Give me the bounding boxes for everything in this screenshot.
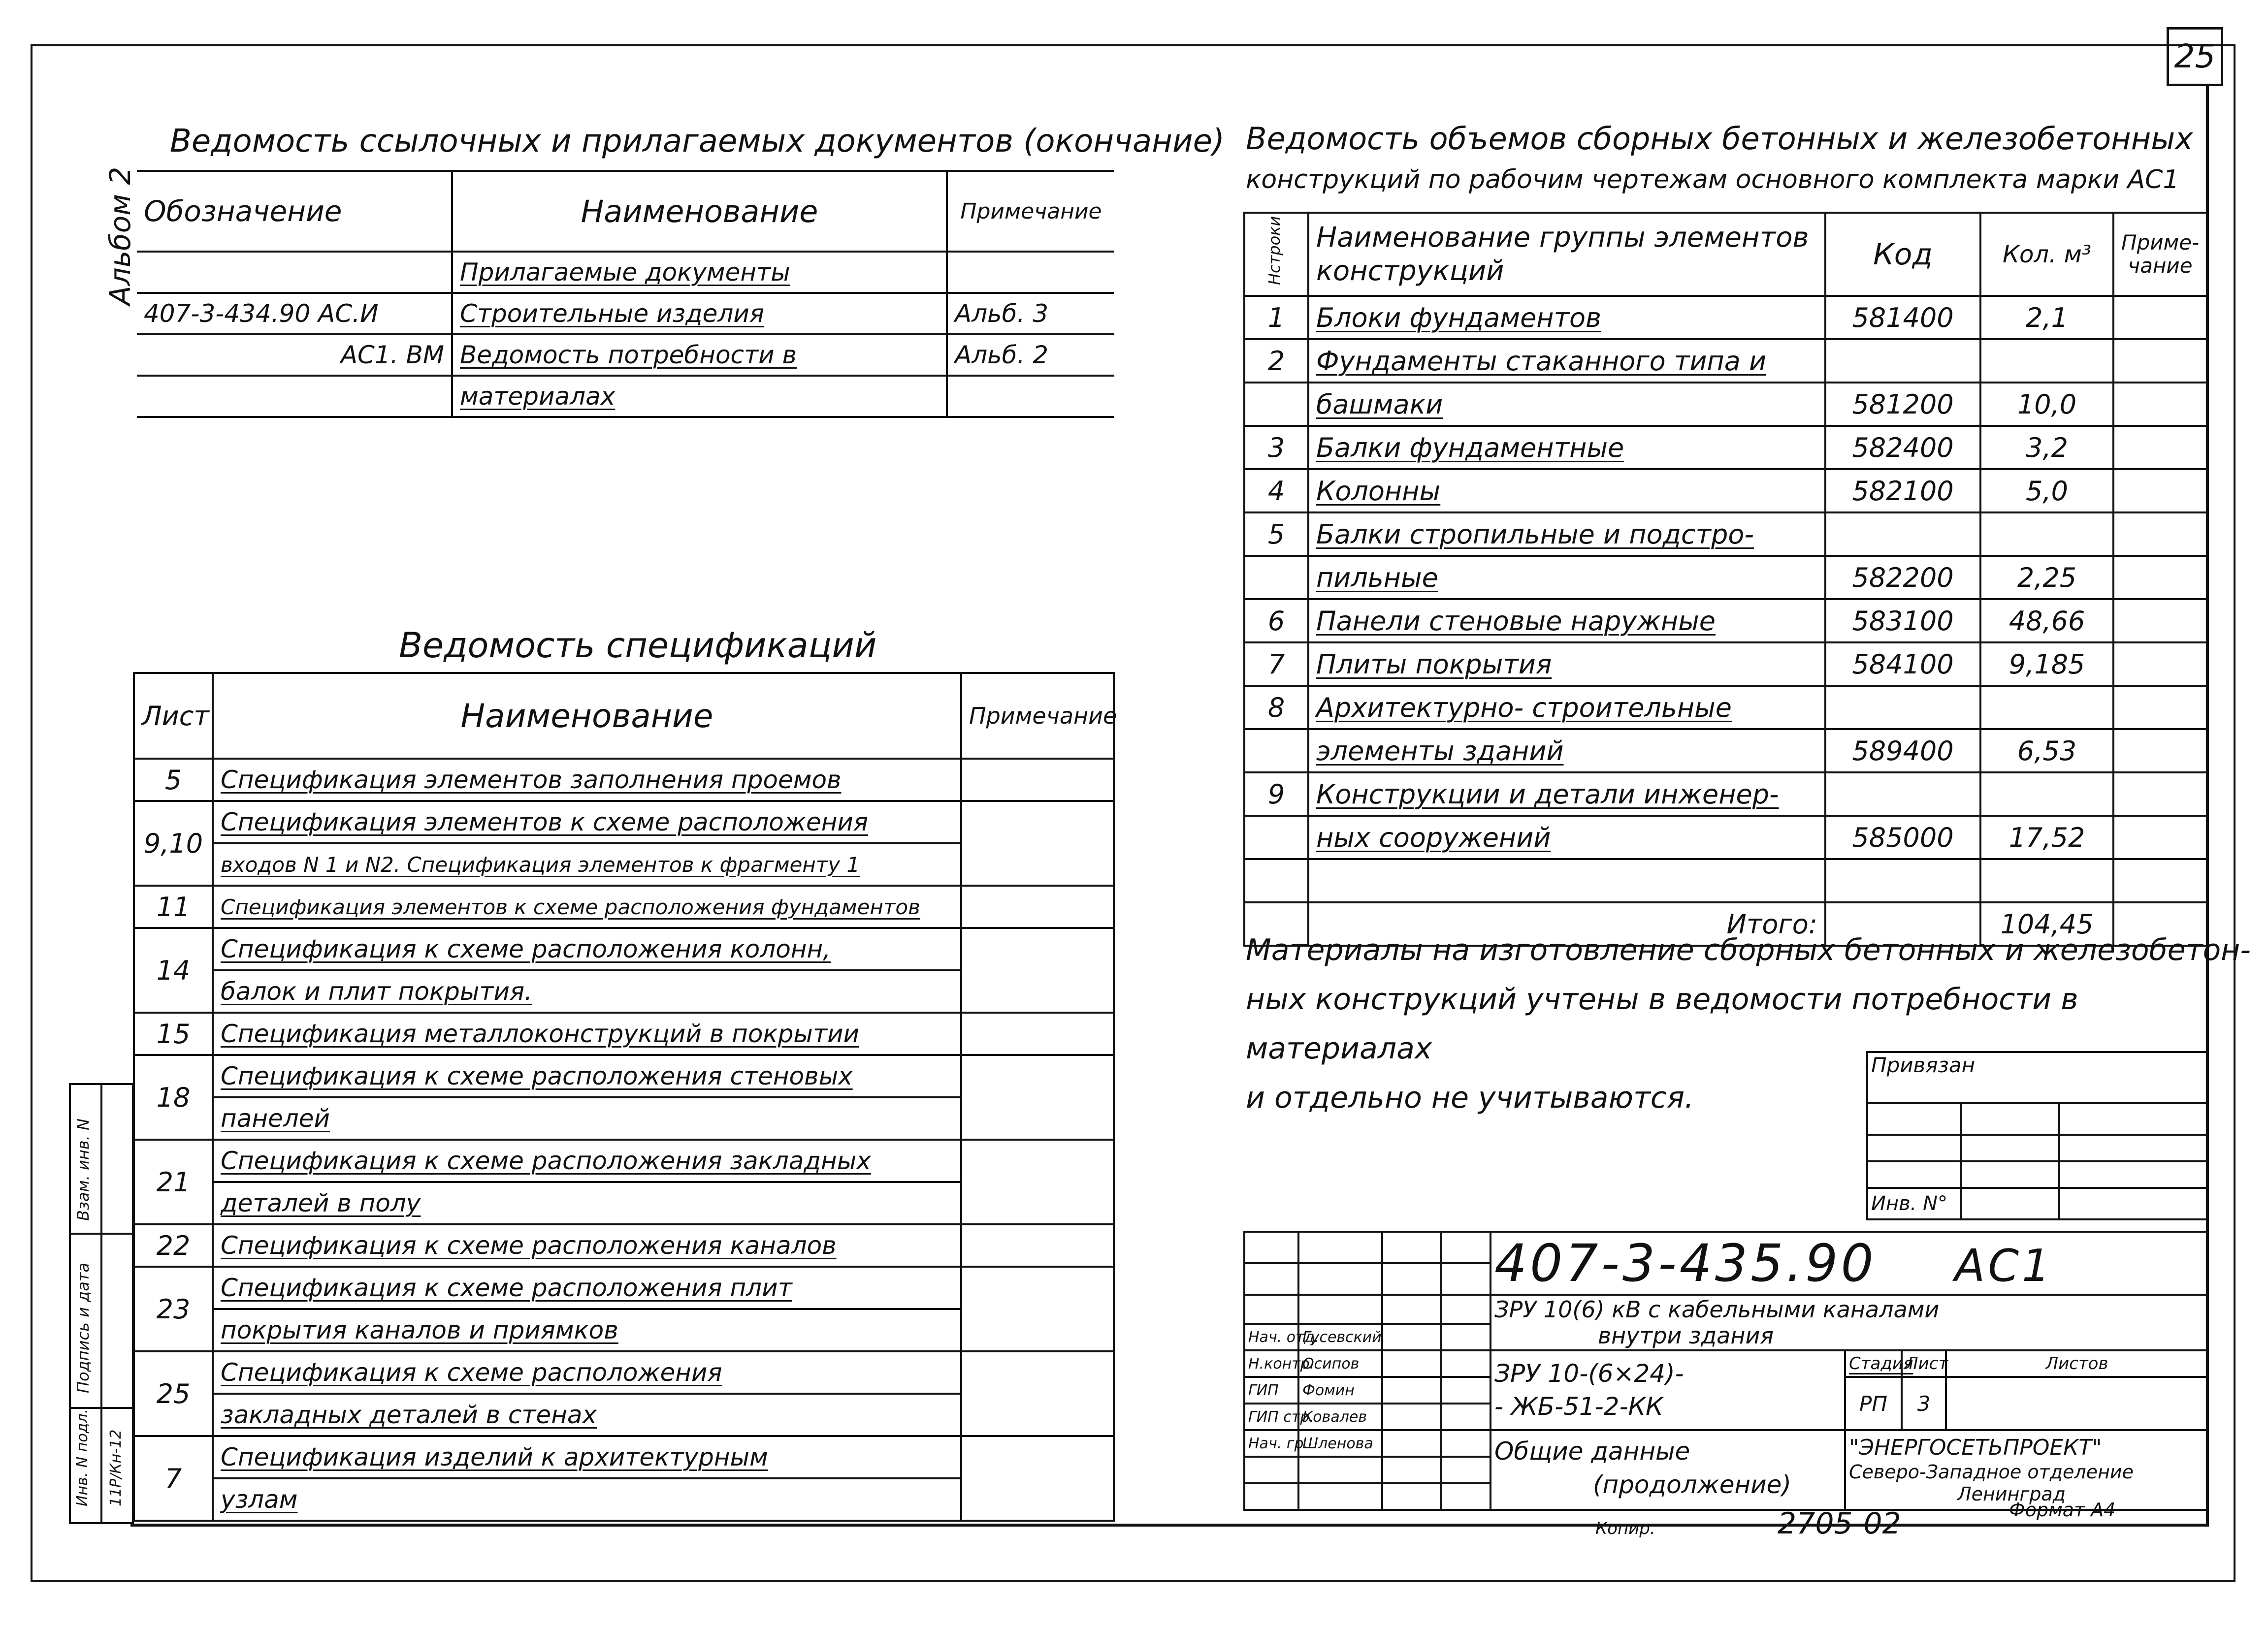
table-row	[134, 759, 1114, 801]
spec-name: Спецификация к схеме расположения каналов	[213, 1224, 961, 1267]
row-number	[1244, 729, 1308, 772]
person-name: Ковалев	[1298, 1404, 1382, 1430]
row-note	[2113, 556, 2207, 599]
section-title: Прилагаемые документы	[452, 252, 947, 293]
spec-note	[961, 928, 1114, 1013]
col-header-name: Наименование	[213, 673, 961, 759]
spec-name: Спецификация металлоконструкций в покрытии	[213, 1013, 961, 1055]
group-name: Конструкции и детали инженер-	[1308, 772, 1825, 816]
sheet-label: Лист	[1902, 1350, 1946, 1377]
row-number: 4	[1244, 469, 1308, 512]
sheet-number: 7	[134, 1436, 213, 1521]
person-name: Фомин	[1298, 1377, 1382, 1404]
product-line2: - ЖБ-51-2-КК	[1494, 1392, 1663, 1421]
table-row	[134, 886, 1114, 928]
table-row	[134, 1351, 1114, 1394]
spec-name: Спецификация к схеме расположения закладных	[213, 1140, 961, 1182]
side-label-replace: Взам. инв. N	[74, 1118, 93, 1221]
row-number	[1244, 816, 1308, 859]
spec-title: Ведомость спецификаций	[399, 625, 877, 666]
group-name: Балки стропильные и подстро-	[1308, 512, 1825, 556]
row-note	[2113, 383, 2207, 426]
group-name: ных сооружений	[1308, 816, 1825, 859]
element-code: 584100	[1825, 642, 1980, 686]
sheet-value: 3	[1902, 1377, 1946, 1430]
table-row	[134, 928, 1114, 970]
spec-name: Спецификация к схеме расположения	[213, 1351, 961, 1394]
volume-qty: 5,0	[1980, 469, 2113, 512]
row-number: 2	[1244, 339, 1308, 383]
doc-title-line2: (продолжение)	[1593, 1470, 1791, 1499]
element-code: 589400	[1825, 729, 1980, 772]
volume-qty: 2,1	[1980, 296, 2113, 339]
spec-name: закладных деталей в стенах	[213, 1394, 961, 1436]
row-note	[2113, 339, 2207, 383]
spec-name: панелей	[213, 1097, 961, 1140]
org-line1: "ЭНЕРГОСЕТЬПРОЕКТ"	[1849, 1435, 2102, 1460]
element-code	[1825, 859, 1980, 902]
element-code: 581400	[1825, 296, 1980, 339]
doc-note: Альб. 2	[947, 334, 1114, 376]
col-header-code: Код	[1825, 213, 1980, 296]
table-row	[137, 376, 1114, 417]
stage-value: РП	[1845, 1377, 1902, 1430]
row-number: 7	[1244, 642, 1308, 686]
row-note	[2113, 512, 2207, 556]
page-number-box	[2167, 27, 2223, 86]
spec-name: покрытия каналов и приямков	[213, 1309, 961, 1351]
table-row	[1244, 642, 2207, 686]
volume-qty: 2,25	[1980, 556, 2113, 599]
col-header-row-number: Нстроки	[1265, 216, 1284, 285]
spec-name: Спецификация элементов к схеме расположения фундаментов	[213, 886, 961, 928]
row-number: 3	[1244, 426, 1308, 469]
product-line1: ЗРУ 10-(6×24)-	[1494, 1359, 1684, 1388]
volume-qty: 10,0	[1980, 383, 2113, 426]
spec-note	[961, 1351, 1114, 1436]
spec-name: Спецификация к схеме расположения стеновых	[213, 1055, 961, 1097]
mark: АС1	[1954, 1240, 2053, 1292]
row-note	[2113, 599, 2207, 642]
element-code	[1825, 512, 1980, 556]
col-header-note: Приме-чание	[2113, 213, 2207, 296]
row-note	[2113, 686, 2207, 729]
volume-qty	[1980, 686, 2113, 729]
ref-docs-table	[137, 170, 1114, 418]
spec-note	[961, 1013, 1114, 1055]
volume-qty: 6,53	[1980, 729, 2113, 772]
sheet-number: 25	[134, 1351, 213, 1436]
row-note	[2113, 642, 2207, 686]
spec-note	[961, 1224, 1114, 1267]
group-name	[1308, 859, 1825, 902]
row-number: 1	[1244, 296, 1308, 339]
sheet-number: 15	[134, 1013, 213, 1055]
doc-note: Альб. 3	[947, 293, 1114, 334]
row-number: 8	[1244, 686, 1308, 729]
object-line1: ЗРУ 10(6) кВ с кабельными каналами	[1494, 1296, 1940, 1323]
table-row	[1244, 383, 2207, 426]
group-name: Балки фундаментные	[1308, 426, 1825, 469]
designation: 407-3-435.90	[1494, 1233, 1877, 1293]
col-header-note: Примечание	[961, 673, 1114, 759]
element-code: 585000	[1825, 816, 1980, 859]
volume-qty: 17,52	[1980, 816, 2113, 859]
table-row	[1244, 512, 2207, 556]
volume-qty: 9,185	[1980, 642, 2113, 686]
spec-name: входов N 1 и N2. Спецификация элементов к фрагменту 1	[213, 843, 961, 886]
doc-code	[137, 376, 452, 417]
table-row	[134, 801, 1114, 843]
group-name: элементы зданий	[1308, 729, 1825, 772]
spec-note	[961, 1267, 1114, 1351]
doc-note	[947, 376, 1114, 417]
org-line3: Ленинград	[1957, 1483, 2066, 1505]
volume-qty: 48,66	[1980, 599, 2113, 642]
table-row	[134, 1055, 1114, 1097]
sheet-number: 9,10	[134, 801, 213, 886]
element-code	[1825, 339, 1980, 383]
col-header-name: Наименование	[452, 171, 947, 252]
total-value: 104,45	[1980, 902, 2113, 946]
doc-title-line1: Общие данные	[1494, 1437, 1690, 1466]
volumes-table	[1243, 212, 2208, 947]
spec-name: узлам	[213, 1478, 961, 1521]
person-name: Осипов	[1298, 1350, 1382, 1377]
table-row	[1244, 816, 2207, 859]
side-inv-value: 11Р/Кн-12	[107, 1429, 125, 1506]
row-note	[2113, 859, 2207, 902]
volumes-title-line2: конструкций по рабочим чертежам основного комплекта марки АС1	[1246, 165, 2179, 194]
row-note	[2113, 469, 2207, 512]
table-row	[1244, 686, 2207, 729]
table-row	[1244, 772, 2207, 816]
volume-qty	[1980, 859, 2113, 902]
format-label: Формат А4	[2009, 1499, 2116, 1521]
element-code: 582200	[1825, 556, 1980, 599]
row-note	[2113, 729, 2207, 772]
binding-block	[1866, 1051, 2207, 1220]
spec-note	[961, 1436, 1114, 1521]
volumes-title-line1: Ведомость объемов сборных бетонных и железобетонных	[1246, 121, 2193, 157]
spec-name: Спецификация изделий к архитектурным	[213, 1436, 961, 1478]
element-code: 582400	[1825, 426, 1980, 469]
element-code: 581200	[1825, 383, 1980, 426]
spec-note	[961, 801, 1114, 886]
volume-qty	[1980, 339, 2113, 383]
doc-name: Ведомость потребности в	[452, 334, 947, 376]
sheets-label: Листов	[1946, 1350, 2207, 1377]
element-code: 583100	[1825, 599, 1980, 642]
col-header-group-name: Наименование группы элементов конструкций	[1308, 213, 1825, 296]
role: Н.контр.	[1244, 1350, 1298, 1377]
sheet-number: 21	[134, 1140, 213, 1224]
row-note	[2113, 296, 2207, 339]
table-row	[1244, 339, 2207, 383]
row-number	[1244, 383, 1308, 426]
table-row	[134, 1436, 1114, 1478]
table-row	[134, 1013, 1114, 1055]
side-label-inv: Инв. N подл.	[74, 1408, 91, 1506]
group-name: Архитектурно- строительные	[1308, 686, 1825, 729]
volume-qty: 3,2	[1980, 426, 2113, 469]
row-note	[2113, 426, 2207, 469]
sheet-number: 14	[134, 928, 213, 1013]
doc-code: 407-3-434.90 АС.И	[137, 293, 452, 334]
sheet-number: 11	[134, 886, 213, 928]
col-header-note: Примечание	[947, 171, 1114, 252]
doc-name: материалах	[452, 376, 947, 417]
row-note	[2113, 772, 2207, 816]
group-name: башмаки	[1308, 383, 1825, 426]
album-label: Альбом 2	[103, 166, 137, 305]
spec-name: Спецификация элементов заполнения проемов	[213, 759, 961, 801]
group-name: Фундаменты стаканного типа и	[1308, 339, 1825, 383]
ref-docs-title: Ведомость ссылочных и прилагаемых документов (окончание)	[170, 123, 1225, 160]
element-code	[1825, 772, 1980, 816]
materials-note: Материалы на изготовление сборных бетонных и железобетон- ных конструкций учтены в ведомости потребности в материалах и отдельно не учитываются.	[1246, 933, 2251, 1115]
spec-note	[961, 1140, 1114, 1224]
stage-label: Стадия	[1845, 1350, 1902, 1377]
row-number: 6	[1244, 599, 1308, 642]
total-label: Итого:	[1308, 902, 1825, 946]
spec-note	[961, 759, 1114, 801]
table-row	[1244, 426, 2207, 469]
row-number: 5	[1244, 512, 1308, 556]
table-row	[1244, 556, 2207, 599]
spec-name: деталей в полу	[213, 1182, 961, 1224]
doc-code: АС1. ВМ	[137, 334, 452, 376]
col-header-designation: Обозначение	[137, 171, 452, 252]
row-number	[1244, 859, 1308, 902]
spec-note	[961, 886, 1114, 928]
volume-qty	[1980, 772, 2113, 816]
sheet-number: 22	[134, 1224, 213, 1267]
page-number: 25	[2174, 37, 2216, 75]
table-row	[1244, 729, 2207, 772]
role: Нач. гр.	[1244, 1430, 1298, 1457]
group-name: Колонны	[1308, 469, 1825, 512]
element-code: 582100	[1825, 469, 1980, 512]
element-code	[1825, 686, 1980, 729]
group-name: пильные	[1308, 556, 1825, 599]
spec-name: Спецификация элементов к схеме расположения	[213, 801, 961, 843]
person-name: Гусевский	[1298, 1324, 1382, 1350]
side-label-signature: Подпись и дата	[74, 1262, 93, 1393]
title-block	[1243, 1231, 2207, 1511]
spec-note	[961, 1055, 1114, 1140]
table-row	[134, 1267, 1114, 1309]
doc-name: Строительные изделия	[452, 293, 947, 334]
object-line2: внутри здания	[1598, 1322, 1774, 1349]
row-note	[2113, 816, 2207, 859]
binding-label: Привязан	[1867, 1052, 2207, 1103]
role: ГИП	[1244, 1377, 1298, 1404]
table-row	[1244, 469, 2207, 512]
group-name: Блоки фундаментов	[1308, 296, 1825, 339]
table-row	[137, 293, 1114, 334]
sheet-number: 5	[134, 759, 213, 801]
role: ГИП стр.	[1244, 1404, 1298, 1430]
row-number	[1244, 556, 1308, 599]
order-number: 2705-02	[1778, 1506, 1901, 1541]
table-row	[1244, 599, 2207, 642]
spec-name: Спецификация к схеме расположения колонн,	[213, 928, 961, 970]
spec-table	[133, 672, 1115, 1522]
org-line2: Северо-Западное отделение	[1849, 1461, 2134, 1483]
col-header-sheet: Лист	[134, 673, 213, 759]
role: Нач. отд.	[1244, 1324, 1298, 1350]
person-name: Шленова	[1298, 1430, 1382, 1457]
row-number: 9	[1244, 772, 1308, 816]
table-row	[134, 1224, 1114, 1267]
copy-label: Копир.	[1595, 1519, 1655, 1538]
spec-name: балок и плит покрытия.	[213, 970, 961, 1013]
volume-qty	[1980, 512, 2113, 556]
group-name: Плиты покрытия	[1308, 642, 1825, 686]
sheet-number: 18	[134, 1055, 213, 1140]
table-row	[137, 334, 1114, 376]
inv-label: Инв. N°	[1867, 1188, 1961, 1219]
sheet-number: 23	[134, 1267, 213, 1351]
table-row	[134, 1140, 1114, 1182]
table-row	[1244, 296, 2207, 339]
spec-name: Спецификация к схеме расположения плит	[213, 1267, 961, 1309]
col-header-qty: Кол. м³	[1980, 213, 2113, 296]
group-name: Панели стеновые наружные	[1308, 599, 1825, 642]
table-row	[1244, 859, 2207, 902]
